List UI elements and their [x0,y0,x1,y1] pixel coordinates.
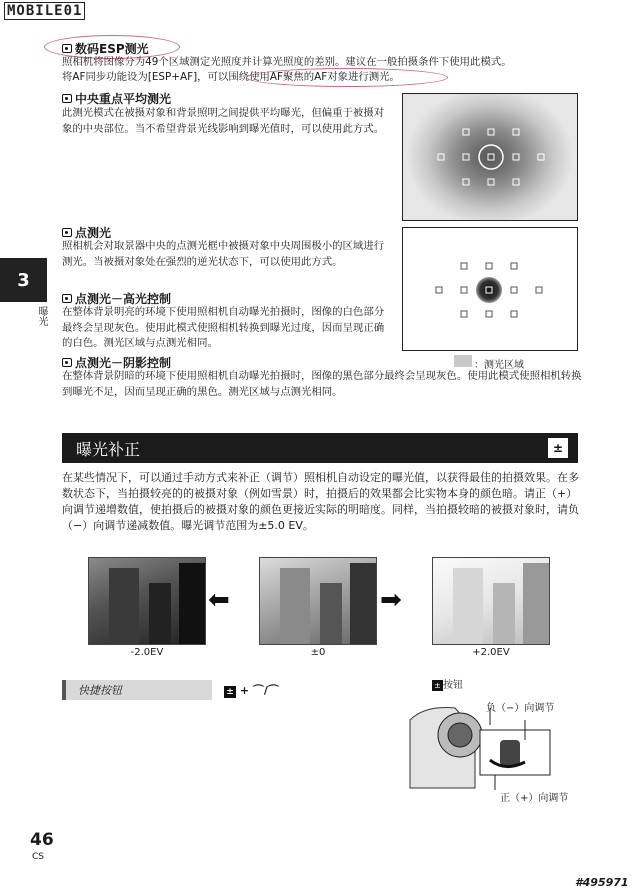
camera-illustration [405,700,555,790]
arrow-right: ➡ [380,585,402,615]
legend-swatch [454,355,472,367]
section-banner [62,433,578,463]
photo-minus [88,557,206,645]
spot-hi-title: 点测光－高光控制 [62,290,171,307]
center-weighted-icon [62,94,72,103]
spot-title: 点测光 [62,224,111,241]
building-silhouette-3 [433,558,550,645]
caption-minus: -2.0EV [130,647,164,658]
spot-metering-icon [62,228,72,237]
center-weighted-title: 中央重点平均测光 [62,90,171,107]
spot-af-grid [403,228,579,352]
camera-button-label: ± 按钮 [432,676,463,691]
esp-body-1: 照相机将图像分为49个区域测定光照度并计算光照度的差别。建议在一般拍摄条件下使用此模式。 [62,56,512,68]
caption-zero: ±0 [310,647,326,658]
lang-code: CS [32,852,44,862]
section-title: 曝光补正 [76,439,141,459]
spot-sh-body: 在整体背景阴暗的环境下使用照相机自动曝光拍摄时，图像的黑色部分最终会呈现灰色。使用此模式使照相机转换到曝光不足，因而呈现正确的黑色。测光区域与点测光相同。 [62,370,582,398]
caption-plus: +2.0EV [472,647,510,658]
site-logo: MOBILE01 [4,3,85,19]
spot-body: 照相机会对取景器中央的点测光框中被摄对象中央周围极小的区域进行测光。当被摄对象处在强烈的逆光状态下，可以使用此方式。 [62,240,385,268]
watermark: #495971 [575,876,629,889]
spot-hi-icon [62,294,72,303]
exposure-button-icon-2: ± [432,680,443,691]
center-weighted-body: 此测光模式在被摄对象和背景照明之间提供平均曝光，但偏重于被摄对象的中央部位。当不希望背景光线影响到曝光值时，可以使用此方式。 [62,107,385,135]
shortcut-label: 快捷按钮 [62,680,212,700]
shortcut-combo: ± + ⌒/⌒ [224,682,279,698]
exposure-button-icon: ± [224,686,236,698]
plus-direction-label: 正（+）向调节 [500,793,569,804]
exposure-comp-icon: ± [548,438,568,458]
building-silhouette [89,558,206,645]
chapter-tab: 3 [0,258,47,302]
section-body: 在某些情况下，可以通过手动方式来补正（调节）照相机自动设定的曝光值，以获得最佳的拍摄效果。在多数状态下，当拍摄较亮的的被摄对象（例如雪景）时，拍摄后的效果都会比实物本身的颜色暗。请正（+）向调节递增数值，使拍摄后的被摄对象的颜色更接近实际的明暗度。同样，当拍摄较暗的被摄对象时，请负（−）向调节递减数值。曝光调节范围为±5.0 EV。 [62,471,579,532]
esp-metering-icon [62,44,72,53]
building-silhouette-2 [260,558,377,645]
chapter-label: 曝光 [36,306,47,326]
legend-label: ：测光区域 [474,360,524,371]
page-number: 46 [30,830,54,850]
spot-diagram [402,227,578,351]
spot-sh-title: 点测光－阴影控制 [62,354,171,371]
esp-title: 数码ESP测光 [62,40,149,57]
af-points-grid [403,94,579,222]
photo-zero [259,557,377,645]
esp-body-2: 将AF同步功能设为[ESP+AF]，可以围绕使用AF聚焦的AF对象进行测光。 [62,71,400,83]
spot-hi-body: 在整体背景明亮的环境下使用照相机自动曝光拍摄时，图像的白色部分最终会呈现灰色。使用此模式使照相机转换到曝光过度，因而呈现正确的白色。测光区域与点测光相同。 [62,306,385,349]
photo-plus [432,557,550,645]
center-weighted-diagram [402,93,578,221]
arrow-left: ⬅ [208,585,230,615]
minus-direction-label: 负（−）向调节 [486,703,555,714]
spot-sh-icon [62,358,72,367]
highlight-oval-2 [246,68,448,87]
